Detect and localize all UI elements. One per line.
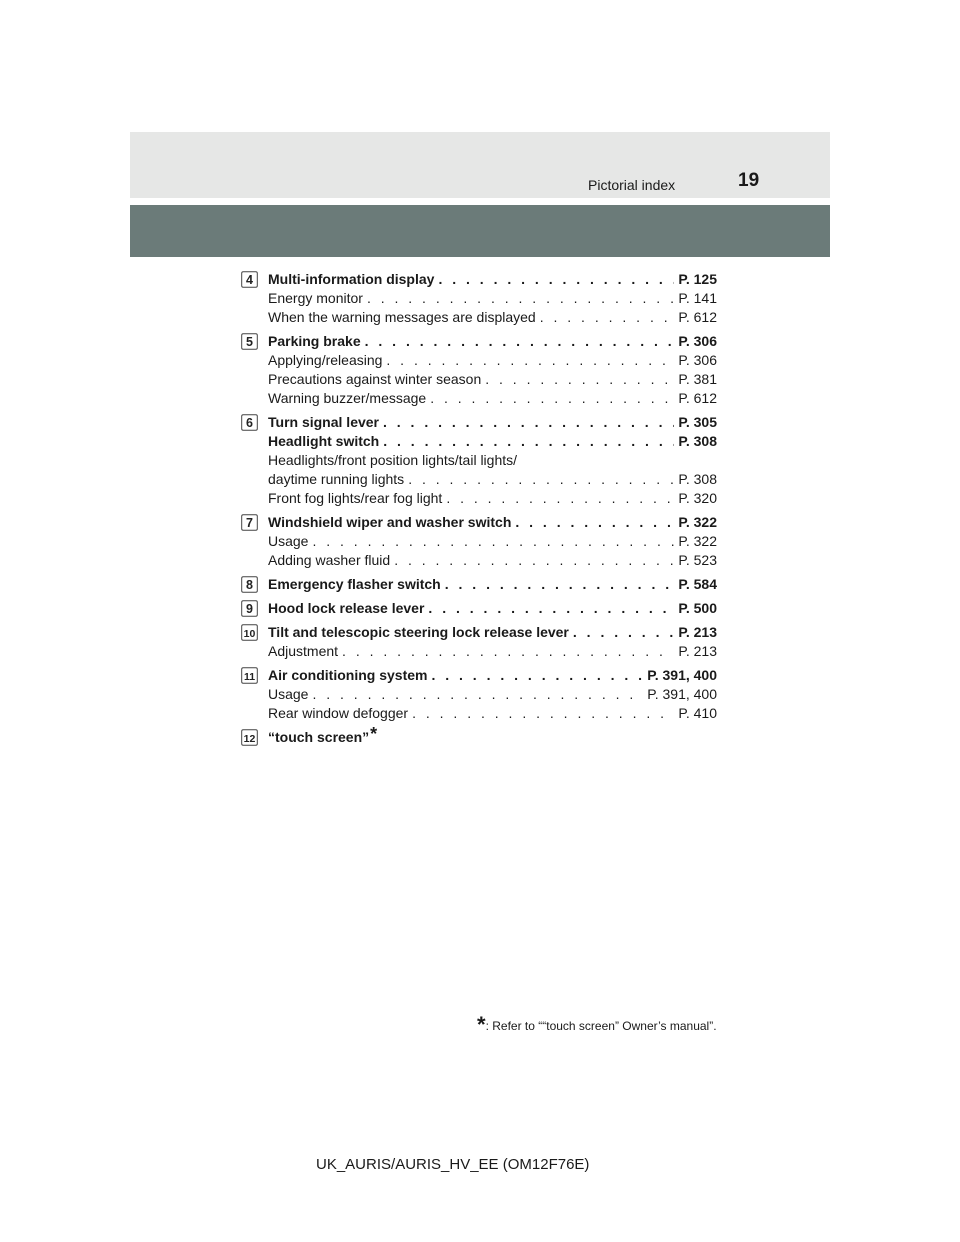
page-number: 19 [738,170,760,191]
index-subitem-row [241,351,717,370]
dot-leader [312,532,674,551]
index-entry [241,413,717,508]
page-reference-link[interactable]: P. 308 [678,433,717,449]
index-heading-row [241,413,717,432]
index-subitem-row [241,685,717,704]
item-number-text: 5 [246,335,253,349]
item-number-icon [241,667,258,684]
index-heading-row [241,270,717,289]
dot-leader [446,489,674,508]
page-reference-link[interactable]: P. 322 [678,533,717,549]
index-entry [241,599,717,618]
entry-label: daytime running lights [268,471,405,487]
page-reference-link[interactable]: P. 213 [678,643,717,659]
dot-leader [445,575,675,594]
index-heading-row [241,513,717,532]
item-number-icon [241,271,258,288]
dot-leader [365,332,675,351]
page-reference-link[interactable]: P. 141 [678,290,717,306]
item-number-icon [241,576,258,593]
index-subitem-row [241,704,717,723]
entry-label: Front fog lights/rear fog light [268,490,443,506]
page-reference-link[interactable]: P. 381 [678,371,717,387]
index-subitem-row [241,289,717,308]
asterisk-marker: * [370,724,378,744]
page-reference-link[interactable]: P. 213 [678,624,717,640]
entry-label: Adding washer fluid [268,552,391,568]
page-reference-link[interactable]: P. 306 [678,333,717,349]
index-subitem-row [241,642,717,661]
entry-label: Warning buzzer/message [268,390,427,406]
dot-leader [430,389,674,408]
item-number-text: 6 [246,416,253,430]
index-heading-row [241,575,717,594]
entry-label: When the warning messages are displayed [268,309,536,325]
entry-label: Emergency flasher switch [268,576,441,592]
entry-label: Parking brake [268,333,361,349]
index-subitem-row [241,370,717,389]
index-heading-row [241,666,717,685]
index-entry [241,332,717,408]
page-reference-link[interactable]: P. 391, 400 [647,686,717,702]
index-heading-row [241,432,717,451]
index-entry [241,513,717,570]
page-reference-link[interactable]: P. 320 [678,490,717,506]
section-banner [130,205,830,257]
footnote-marker: * [477,1012,486,1037]
index-list [241,270,717,752]
index-subitem-row [241,389,717,408]
entry-label: Tilt and telescopic steering lock release lever [268,624,569,640]
index-heading-row [241,332,717,351]
item-number-text: 7 [246,516,253,530]
entry-label: Usage [268,533,309,549]
item-number-text: 9 [246,602,253,616]
page-reference-link[interactable]: P. 391, 400 [647,667,717,683]
item-number-icon [241,414,258,431]
section-title: Pictorial index [588,177,676,193]
index-subitem-row [241,451,717,470]
entry-label: Turn signal lever [268,414,379,430]
index-entry [241,270,717,327]
index-subitem-row [241,532,717,551]
index-entry [241,666,717,723]
dot-leader [428,599,674,618]
item-number-icon [241,729,258,746]
dot-leader [540,308,675,327]
item-number-text: 8 [246,578,253,592]
entry-label: Precautions against winter season [268,371,482,387]
footnote [477,1010,717,1036]
index-heading-row [241,623,717,642]
page-reference-link[interactable]: P. 584 [678,576,717,592]
index-heading-row [241,724,717,747]
dot-leader [312,685,643,704]
dot-leader [412,704,674,723]
page-reference-link[interactable]: P. 322 [678,514,717,530]
index-subitem-row [241,489,717,508]
index-subitem-row [241,551,717,570]
page-reference-link[interactable]: P. 500 [678,600,717,616]
header-band [130,132,830,198]
page-reference-link[interactable]: P. 410 [678,705,717,721]
entry-label: Usage [268,686,309,702]
item-number-icon [241,600,258,617]
entry-label: “touch screen” [268,729,370,745]
item-number-text: 12 [243,733,256,745]
index-subitem-row [241,470,717,489]
dot-leader [408,470,674,489]
index-subitem-row [241,308,717,327]
dot-leader [383,413,674,432]
dot-leader [342,642,674,661]
page-reference-link[interactable]: P. 612 [678,309,717,325]
dot-leader [431,666,643,685]
footnote-text: : Refer to ““touch screen” Owner’s manual”. [485,1019,717,1033]
index-heading-row [241,599,717,618]
dot-leader [394,551,674,570]
dot-leader [383,432,674,451]
index-entry [241,623,717,661]
page-reference-link[interactable]: P. 125 [678,271,717,287]
document-code: UK_AURIS/AURIS_HV_EE (OM12F76E) [316,1156,590,1173]
item-number-icon [241,624,258,641]
item-number-icon [241,333,258,350]
item-number-text: 10 [243,628,256,640]
page-reference-link[interactable]: P. 612 [678,390,717,406]
entry-label: Hood lock release lever [268,600,425,616]
dot-leader [573,623,674,642]
dot-leader [386,351,674,370]
entry-label: Headlight switch [268,433,380,449]
dot-leader [367,289,674,308]
dot-leader [485,370,674,389]
page-reference-link[interactable]: P. 305 [678,414,717,430]
dot-leader [438,270,674,289]
entry-label: Energy monitor [268,290,363,306]
dot-leader [515,513,674,532]
entry-label: Adjustment [268,643,339,659]
entry-label: Multi-information display [268,271,435,287]
entry-label: Windshield wiper and washer switch [268,514,512,530]
entry-label: Headlights/front position lights/tail lights/ [268,452,518,468]
entry-label: Rear window defogger [268,705,409,721]
item-number-text: 11 [243,671,256,683]
index-entry [241,575,717,594]
entry-label: Air conditioning system [268,667,428,683]
page-reference-link[interactable]: P. 306 [678,352,717,368]
page-reference-link[interactable]: P. 523 [678,552,717,568]
item-number-text: 4 [246,273,253,287]
entry-label: Applying/releasing [268,352,383,368]
page-reference-link[interactable]: P. 308 [678,471,717,487]
index-entry [241,724,717,747]
item-number-icon [241,514,258,531]
